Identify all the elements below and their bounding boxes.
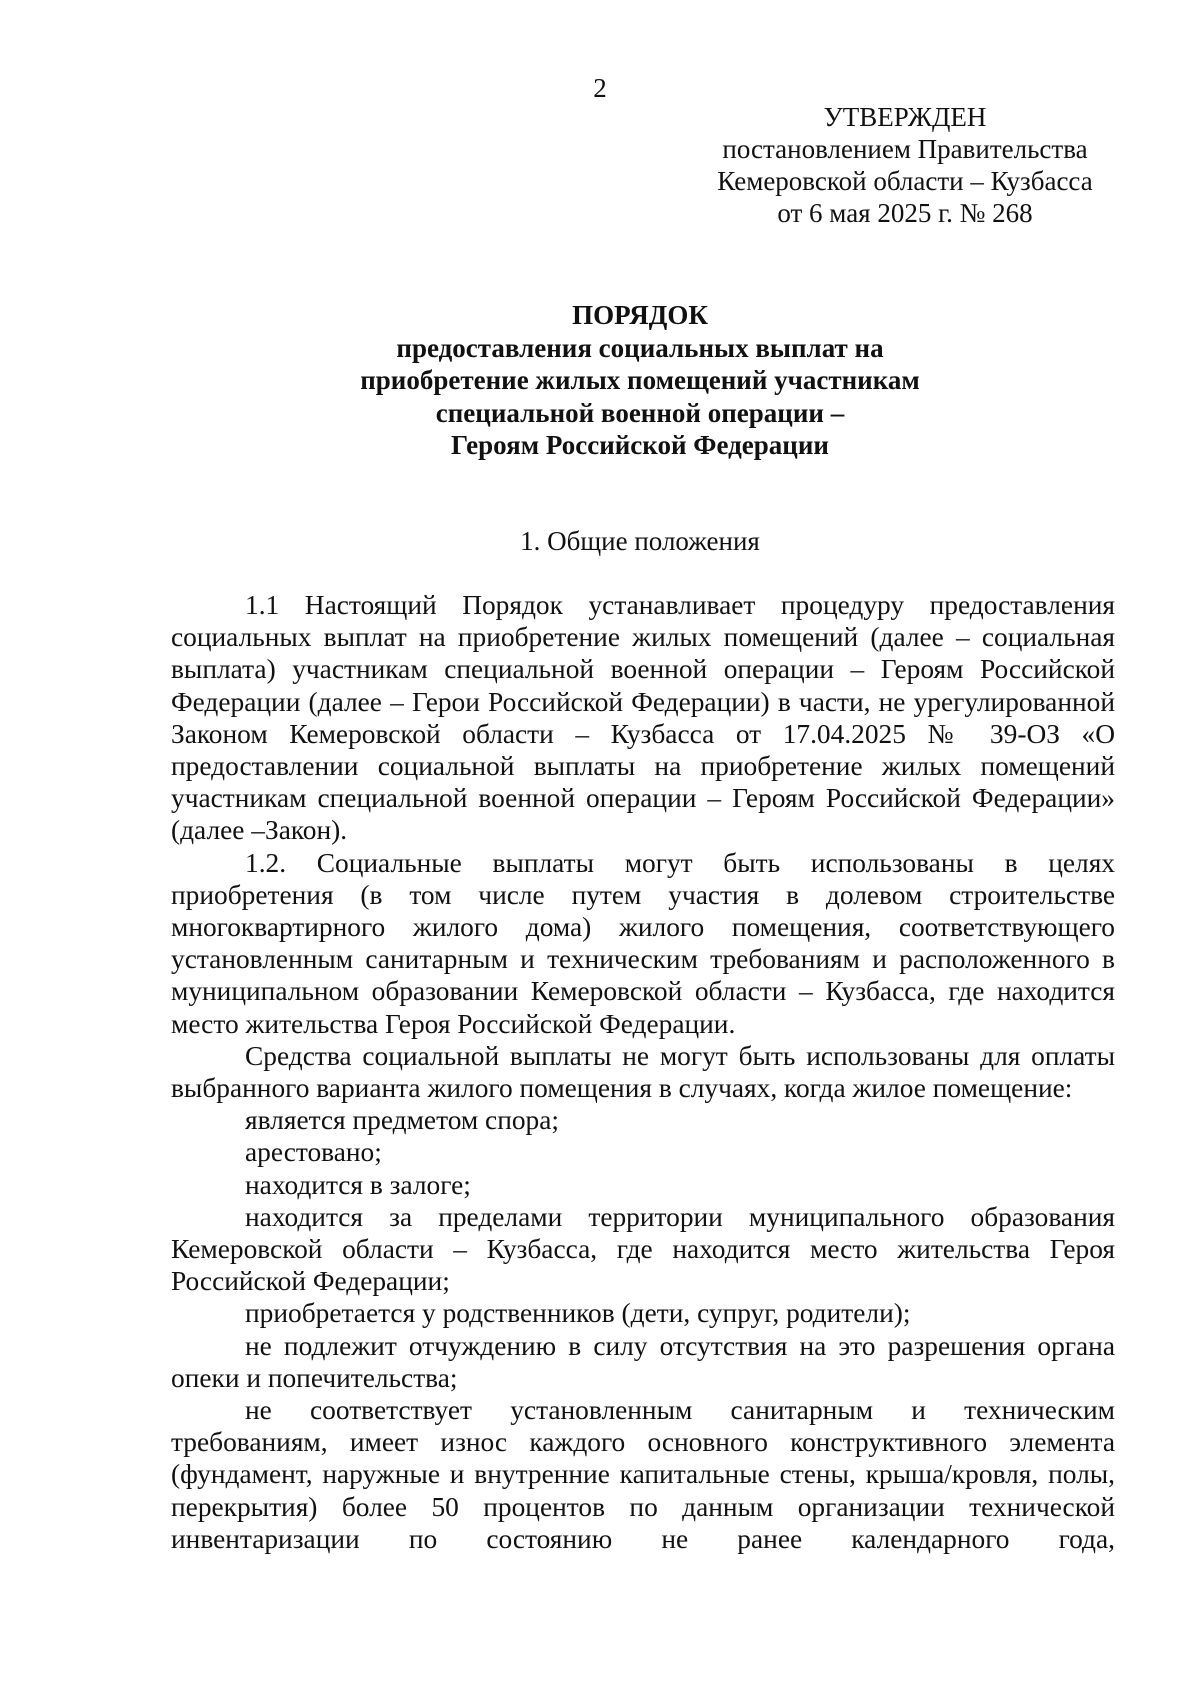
paragraph-restrictions-intro: Средства социальной выплаты не могут быть использованы для оплаты выбранного варианта жилого помещения в случаях, когда жилое помещение: bbox=[171, 1040, 1115, 1104]
paragraph-1-2: 1.2. Социальные выплаты могут быть использованы в целях приобретения (в том числе путем участия в долевом строительстве многоквартирного жилого дома) жилого помещения, соответствующего установленным санитарным и техническим требованиям и расположенного в муниципальном образовании Кемеровской области – Кузбасса, где находится место жительства Героя Российской Федерации. bbox=[171, 847, 1115, 1039]
title-line-4: специальной военной операции – bbox=[435, 397, 845, 428]
list-item: не подлежит отчуждению в силу отсутствия на это разрешения органа опеки и попечительства; bbox=[171, 1330, 1115, 1393]
approval-line-3: Кемеровской области – Кузбасса bbox=[717, 166, 1093, 196]
title-line-5: Героям Российской Федерации bbox=[451, 430, 829, 460]
document-title bbox=[170, 299, 1110, 462]
title-line-1: ПОРЯДОК bbox=[572, 300, 708, 330]
document-body bbox=[171, 589, 1115, 1555]
list-item: является предметом спора; bbox=[245, 1105, 560, 1136]
title-line-3: приобретение жилых помещений участникам bbox=[360, 365, 920, 395]
title-line-2: предоставления социальных выплат на bbox=[396, 332, 884, 363]
list-item: арестовано; bbox=[245, 1137, 382, 1168]
approval-line-1: УТВЕРЖДЕН bbox=[823, 102, 987, 132]
list-item: находится в залоге; bbox=[245, 1169, 471, 1200]
list-item: не соответствует установленным санитарным и техническим требованиям, имеет износ каждого основного конструктивного элемента (фундамент, наружные и внутренние капитальные стены, крыша/кровля, полы, перекрытия) более 50 процентов по данным организации технической инвентаризации по состоянию не ранее календарного года, bbox=[171, 1395, 1115, 1554]
paragraph-1-1: 1.1 Настоящий Порядок устанавливает процедуру предоставления социальных выплат на приобретение жилых помещений (далее – социальная выплата) участникам специальной военной операции – Героям Российской Федерации (далее – Герои Российской Федерации) в части, не урегулированной Законом Кемеровской области – Кузбасса от 17.04.2025 № 39-ОЗ «О предоставлении социальной выплаты на приобретение жилых помещений участникам специальной военной операции – Героям Российской Федерации» (далее –Закон). bbox=[171, 590, 1115, 846]
approval-line-2: постановлением Правительства bbox=[722, 134, 1088, 164]
approval-stamp bbox=[700, 101, 1110, 229]
list-item: находится за пределами территории муниципального образования Кемеровской области – Кузбасса, где находится место жительства Героя Российской Федерации; bbox=[171, 1201, 1115, 1297]
section-heading: 1. Общие положения bbox=[520, 526, 760, 556]
approval-line-4: от 6 мая 2025 г. № 268 bbox=[777, 198, 1033, 228]
page-number: 2 bbox=[593, 73, 607, 103]
list-item: приобретается у родственников (дети, супруг, родители); bbox=[245, 1298, 911, 1329]
